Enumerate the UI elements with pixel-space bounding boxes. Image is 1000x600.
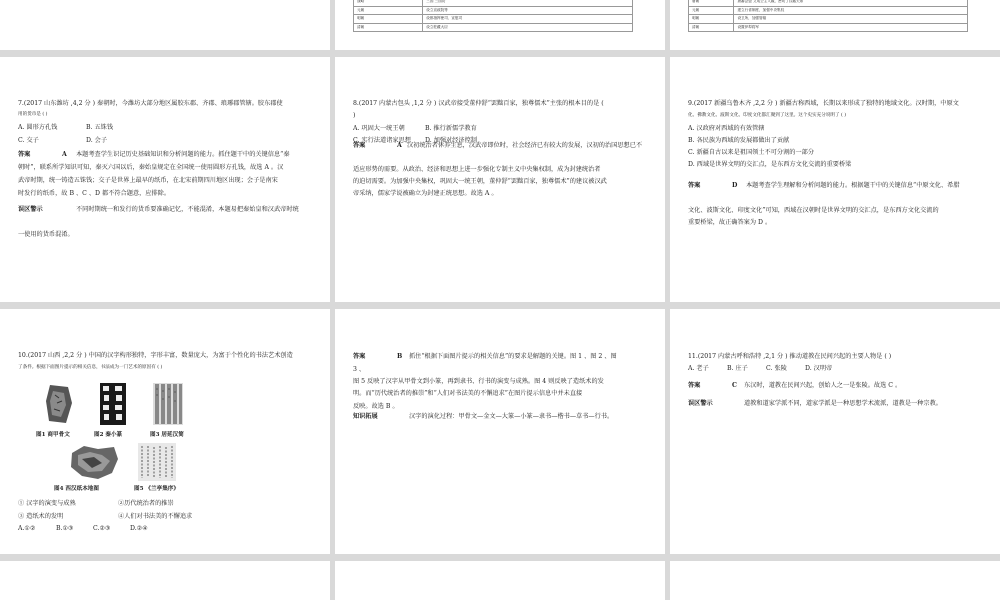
table-cell: 设置伊犁将军 <box>734 23 968 32</box>
option-d: D. 西域是世界文明的交汇点，是东西方文化交流的重要桥梁 <box>688 161 852 168</box>
extension-label: 知识拓展 <box>353 413 378 420</box>
oracle-bone-image <box>44 383 74 425</box>
table-cell: 唐蕃会盟 文成公主入藏，密切了汉藏关系 <box>734 0 968 6</box>
option-a: A. 圆形方孔钱 <box>18 124 58 131</box>
answer-letter: D <box>732 182 738 189</box>
option-b: B. 推行新儒学教育 <box>425 125 477 132</box>
option-c: C. 实行法道诸家思想 <box>353 137 411 144</box>
option-a: A. 汉政府对西域的有效管辖 <box>688 125 765 132</box>
page-question-8 <box>335 57 665 302</box>
page-bottom-middle <box>335 561 665 600</box>
table-cell: 设立宣政院等 <box>423 6 633 15</box>
option-a: A. 巩固大一统王朝 <box>353 125 405 132</box>
answer-explanation: 反映。故选 B 。 <box>353 403 399 410</box>
answer-letter: A <box>62 151 67 158</box>
statement-3: ③ 造纸术的发明 <box>18 513 64 520</box>
answer-explanation: 时发行的纸币，故 B 、C 、D 都不符合题意，应排除。 <box>18 190 171 197</box>
answer-explanation: 武帝时期，统一铸造五铢钱；交子是世界上最早的纸币，在北宋前期四川地区出现；会子是南宋 <box>18 177 278 184</box>
table-cell: 建立行省制度，加强中央集权 <box>734 6 968 15</box>
option-c: C. 交子 <box>18 137 39 144</box>
table-cell: 三国 三国初 <box>423 0 633 6</box>
table-cell: 设都指挥使司、宣慰司 <box>423 15 633 24</box>
table-cell: 设立驻藏大臣 <box>423 23 633 32</box>
table-cell: 明朝 <box>354 15 423 24</box>
answer-label: 答案 <box>353 142 366 149</box>
option-d: D. 加强对经济控制 <box>425 137 477 144</box>
question-text: 8.(2017 内蒙古包头 ,1,2 分 ) 汉武帝接受董仲舒“罢黜百家，独尊儒术”主张的根本目的是 ( <box>353 100 604 107</box>
tip-label: 误区警示 <box>18 206 43 213</box>
western-han-paper-map-image <box>68 443 120 481</box>
figure-caption-3: 图3 居延汉简 <box>150 432 184 438</box>
answer-explanation: 适应形势的需要。从政治、经济和思想上进一步强化专制主义中央集权制，成为封建统治者 <box>353 166 601 173</box>
table-row <box>354 15 633 24</box>
small-seal-script-image <box>100 383 126 425</box>
page-bottom-left <box>0 561 330 600</box>
answer-label: 答案 <box>353 353 366 360</box>
tip-text: 道教和道家学派不同，道家学派是一种思想学术流派，道教是一种宗教。 <box>744 400 942 407</box>
figure-caption-5: 图5 《兰亭集序》 <box>134 486 179 492</box>
figure-caption-2: 图2 秦小篆 <box>94 432 123 438</box>
tip-text: 不同时期统一和发行的货币要准确记忆，不能混淆，本题易把秦始皇和汉武帝时统 <box>76 206 299 213</box>
question-text: 7.(2017 山东潍坊 ,4,2 分 ) 秦朝时，今潍坊大部分地区属胶东郡、齐郡、琅琊郡管辖。胶东郡使 <box>18 100 283 107</box>
juyan-bamboo-slips-image <box>153 383 183 425</box>
table-row <box>354 23 633 32</box>
table-cell: 清朝 <box>689 23 734 32</box>
option-b: B. 庄子 <box>727 365 748 372</box>
dynasty-table-middle <box>353 0 633 32</box>
choice-d: D.②④ <box>130 525 148 532</box>
option-d: D. 汉明帝 <box>805 365 833 372</box>
question-text-cont: 了条件。根据下面图片提示的相关信息，书法成为一门艺术的原因有 ( ) <box>18 365 163 370</box>
question-text-cont: ) <box>353 112 356 119</box>
answer-explanation: 重要桥梁，故正确答案为 D 。 <box>688 219 772 226</box>
answer-explanation: 汉初统治者休养生息，汉武帝即位时，社会经济已有较大的发展，汉初的治国思想已不 <box>407 142 643 149</box>
answer-label: 答案 <box>688 182 701 189</box>
question-text: 11.(2017 内蒙古呼和浩特 ,2,1 分 ) 推动道教在民间兴起的主要人物是 ( ) <box>688 353 892 360</box>
option-c: C. 张陵 <box>766 365 787 372</box>
answer-letter: C <box>732 382 737 389</box>
statement-1: ① 汉字的演变与成熟 <box>18 500 76 507</box>
answer-letter: A <box>397 142 402 149</box>
extension-text: 汉字的演化过程：甲骨文—金文—大篆—小篆—隶书—楷书—草书—行书。 <box>409 413 614 420</box>
table-cell: 战略 <box>354 0 423 6</box>
page-question-11 <box>670 309 1000 554</box>
answer-explanation: 的迫切需要。为加强中央集权，巩固大一统王朝，董仲舒“罢黜百家，独尊儒术”的建议被汉武 <box>353 178 607 185</box>
answer-explanation: 本题考查学生理解和分析问题的能力。根据题干中的关键信息“中原文化、希腊 <box>746 182 960 189</box>
table-row <box>689 15 968 24</box>
answer-explanation: 图 5 反映了汉字从甲骨文到小篆，再到隶书、行书的演变与成熟。图 4 则反映了造纸术的发 <box>353 378 604 385</box>
answer-explanation: 3 、 <box>353 366 366 373</box>
table-cell: 明朝 <box>689 15 734 24</box>
table-cell: 元朝 <box>689 6 734 15</box>
dynasty-table-right <box>688 0 968 32</box>
table-row <box>689 23 968 32</box>
tip-text: 一使用的货币混淆。 <box>18 231 74 238</box>
question-text-cont: 用的货币是 ( ) <box>18 112 48 117</box>
figure-caption-4: 图4 西汉纸本地图 <box>54 486 99 492</box>
page-top-right <box>670 0 1000 50</box>
answer-explanation: 朝时”，联系所学知识可知，秦灭六国以后，秦始皇规定在全国统一使用圆形方孔钱，故选 A 。汉 <box>18 164 284 171</box>
choice-a: A.①② <box>18 525 36 532</box>
option-d: D. 会子 <box>86 137 108 144</box>
table-cell: 唐朝 <box>689 0 734 6</box>
answer-explanation: 本题考查学生识记历史基础知识和分析问题的能力。抓住题干中的关键信息“秦 <box>76 151 290 158</box>
choice-b: B.①③ <box>56 525 74 532</box>
statement-4: ④人们对书法美的不懈追求 <box>118 513 193 520</box>
answer-explanation: 文化、波斯文化、印度文化”可知，西域在汉朝时是世界文明的交汇点，是东西方文化交流的 <box>688 207 939 214</box>
page-question-9 <box>670 57 1000 302</box>
answer-label: 答案 <box>688 382 701 389</box>
question-text: 9.(2017 新疆乌鲁木齐 ,2,2 分 ) 新疆古称西域，长期以来形成了独特的地域文化。汉时期，中原文 <box>688 100 959 107</box>
page-question-10-answer <box>335 309 665 554</box>
page-bottom-right <box>670 561 1000 600</box>
option-a: A. 老子 <box>688 365 709 372</box>
question-text-cont: 化、佛教文化、波斯文化、印度文化都汇聚到了这里。这个史实充分说明了 ( ) <box>688 113 847 118</box>
answer-explanation: 帝采纳，儒家学说被确立为封建正统思想。故选 A 。 <box>353 190 498 197</box>
choice-c: C.②③ <box>93 525 111 532</box>
page-top-middle <box>335 0 665 50</box>
page-top-left <box>0 0 330 50</box>
figure-caption-1: 图1 商甲骨文 <box>36 432 70 438</box>
option-b: B. 各民族为西域的发展都做出了贡献 <box>688 137 790 144</box>
answer-letter: B <box>397 353 403 360</box>
answer-explanation: 明。而“历代统治者的推崇”和“人们对书法美的不懈追求”在图片提示信息中并未直接 <box>353 390 583 397</box>
table-cell: 设卫所，加强管辖 <box>734 15 968 24</box>
table-row <box>354 6 633 15</box>
page-question-10 <box>0 309 330 554</box>
page-question-7 <box>0 57 330 302</box>
option-c: C. 新疆自古以来是祖国领土不可分割的一部分 <box>688 149 815 156</box>
statement-2: ②历代统治者的推崇 <box>118 500 174 507</box>
answer-explanation: 东汉时，道教在民间兴起，创始人之一是张陵。故选 C 。 <box>744 382 902 389</box>
lanting-preface-image <box>138 443 176 481</box>
table-row <box>689 6 968 15</box>
option-b: B. 五铢钱 <box>86 124 114 131</box>
tip-label: 误区警示 <box>688 400 713 407</box>
answer-explanation: 抓住“根据下面图片提示的相关信息”的要求是解题的关键。图 1 、图 2 、图 <box>409 353 617 360</box>
question-text: 10.(2017 山西 ,2,2 分 ) 中国的汉字构形独特，字形丰富，数量庞大，为富于个性化的书法艺术创造 <box>18 352 293 359</box>
table-cell: 元朝 <box>354 6 423 15</box>
answer-label: 答案 <box>18 151 31 158</box>
table-cell: 清朝 <box>354 23 423 32</box>
